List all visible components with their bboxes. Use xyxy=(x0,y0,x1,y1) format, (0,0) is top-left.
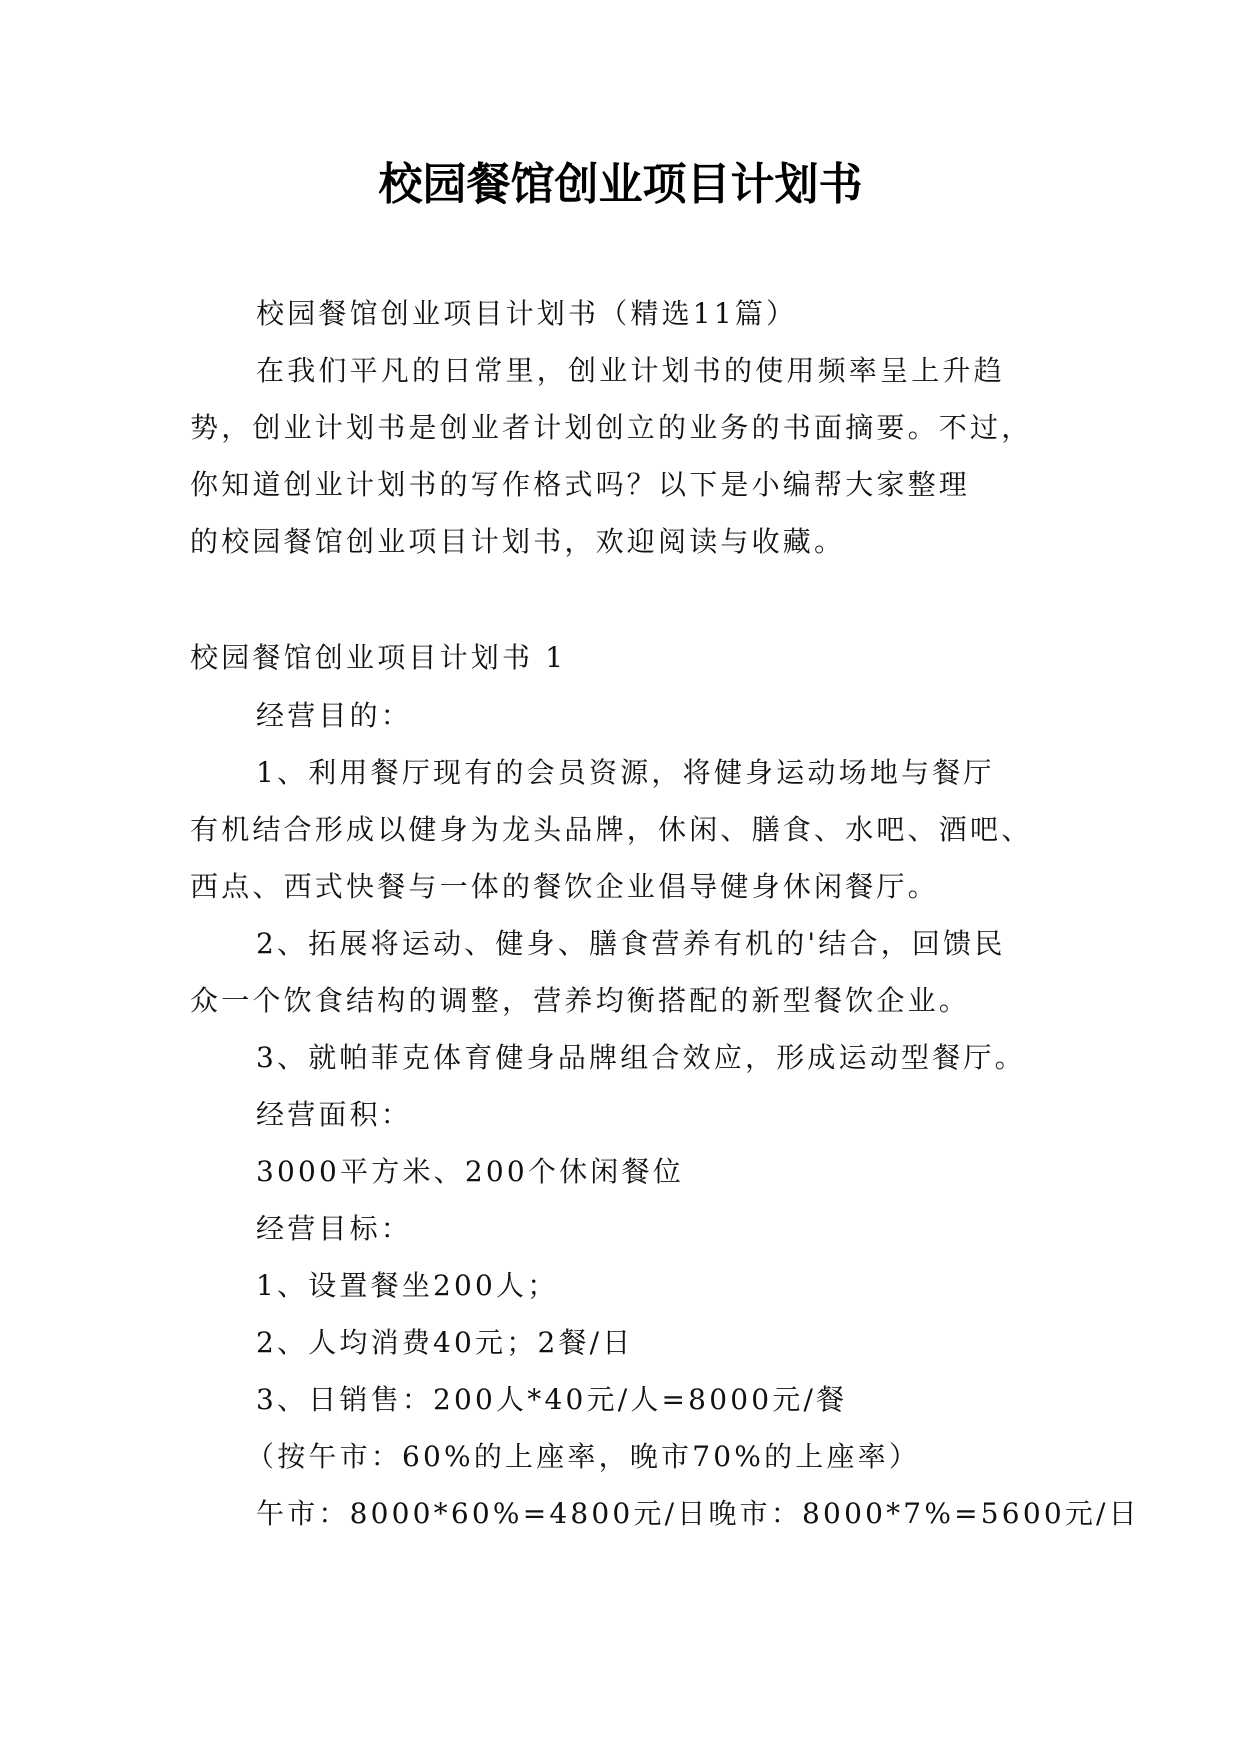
body-line: 经营目标： xyxy=(256,1212,413,1245)
document-title: 校园餐馆创业项目计划书 xyxy=(378,159,863,210)
intro-line-2: 势，创业计划书是创业者计划创立的业务的书面摘要。不过， xyxy=(190,411,1033,444)
body-line: 3000平方米、200个休闲餐位 xyxy=(256,1155,684,1188)
intro-line-1: 在我们平凡的日常里，创业计划书的使用频率呈上升趋 xyxy=(256,354,1005,387)
body-line: 西点、西式快餐与一体的餐饮企业倡导健身休闲餐厅。 xyxy=(190,870,939,903)
body-line: 2、拓展将运动、健身、膳食营养有机的'结合，回馈民 xyxy=(256,927,1006,960)
section-heading: 校园餐馆创业项目计划书 1 xyxy=(190,641,567,674)
body-line: 1、设置餐坐200人； xyxy=(256,1269,559,1302)
body-line: 经营面积： xyxy=(256,1098,413,1131)
body-line: 午市：8000*60%=4800元/日晚市：8000*7%=5600元/日 xyxy=(256,1497,1140,1530)
body-line: 2、人均消费40元；2餐/日 xyxy=(256,1326,634,1359)
body-line: 有机结合形成以健身为龙头品牌，休闲、膳食、水吧、酒吧、 xyxy=(190,813,1033,846)
intro-line-4: 的校园餐馆创业项目计划书，欢迎阅读与收藏。 xyxy=(190,525,846,558)
body-line: 经营目的： xyxy=(256,699,413,732)
body-line: 众一个饮食结构的调整，营养均衡搭配的新型餐饮企业。 xyxy=(190,984,971,1017)
subtitle-line: 校园餐馆创业项目计划书（精选11篇） xyxy=(256,297,798,330)
body-line: （按午市：60%的上座率，晚市70%的上座率） xyxy=(246,1440,921,1473)
body-line: 1、利用餐厅现有的会员资源，将健身运动场地与餐厅 xyxy=(256,756,995,789)
body-line: 3、日销售：200人*40元/人=8000元/餐 xyxy=(256,1383,848,1416)
intro-line-3: 你知道创业计划书的写作格式吗？以下是小编帮大家整理 xyxy=(190,468,971,501)
body-line: 3、就帕菲克体育健身品牌组合效应，形成运动型餐厅。 xyxy=(256,1041,1026,1074)
